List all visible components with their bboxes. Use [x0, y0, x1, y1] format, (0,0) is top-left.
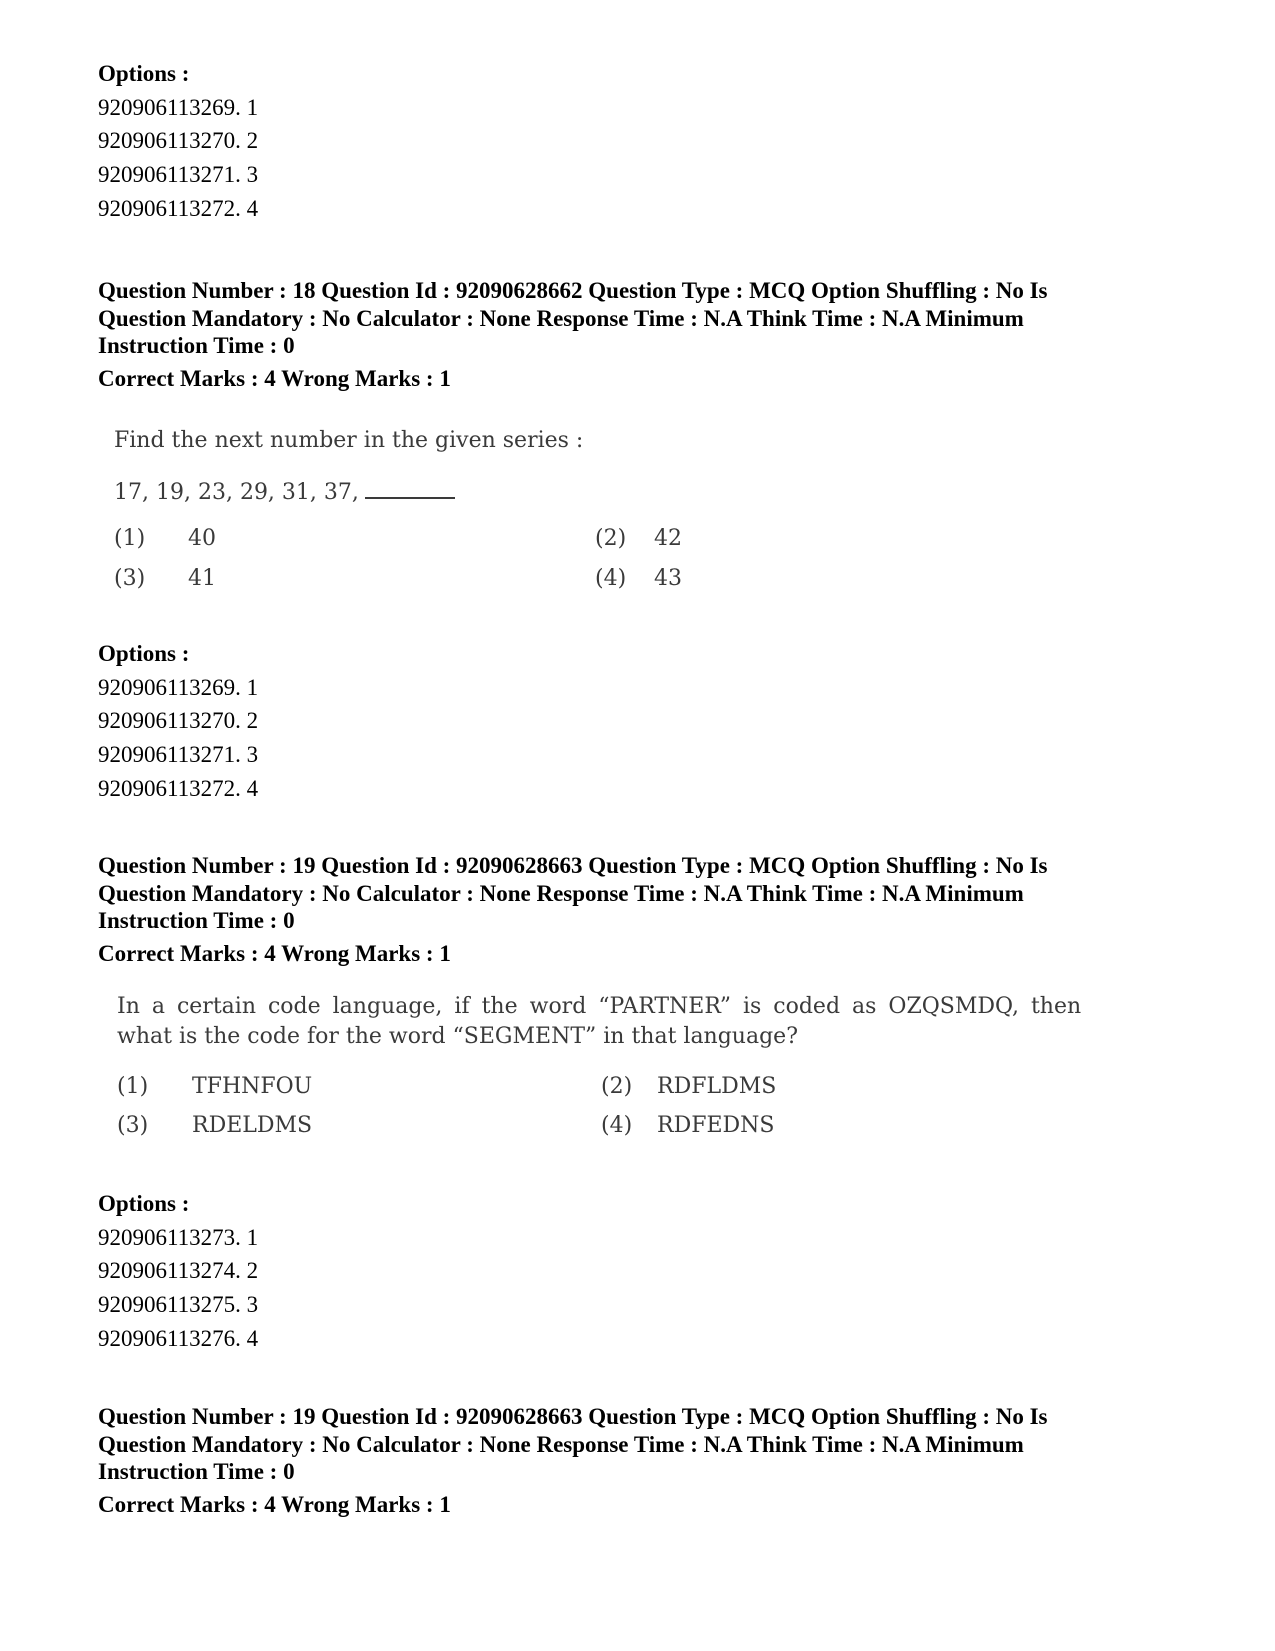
- question-body: [117, 994, 1097, 1144]
- option-line: 920906113272. 4: [98, 776, 259, 801]
- question-header-line: Instruction Time : 0: [98, 1459, 295, 1484]
- choice-value: 41: [188, 566, 216, 591]
- choice-value: RDFLDMS: [657, 1074, 777, 1099]
- option-line: 920906113269. 1: [98, 95, 259, 120]
- question-header-line: Question Mandatory : No Calculator : None Response Time : N.A Think Time : N.A Minimum: [98, 1431, 1024, 1457]
- question-prompt-line: what is the code for the word “SEGMENT” in that language?: [117, 1024, 798, 1049]
- question-prompt-line: In a certain code language, if the word “PARTNER” is coded as OZQSMDQ, then: [117, 994, 1082, 1019]
- option-line: 920906113271. 3: [98, 162, 259, 187]
- question-header: [98, 1403, 1188, 1486]
- question-header-line: Question Number : 19 Question Id : 92090628663 Question Type : MCQ Option Shuffling : No Is: [98, 1404, 1048, 1429]
- choice-value: RDFEDNS: [657, 1113, 775, 1138]
- option-line: 920906113269. 1: [98, 675, 259, 700]
- option-line: 920906113270. 2: [98, 708, 259, 733]
- options-title: Options :: [98, 1191, 190, 1216]
- option-line: 920906113276. 4: [98, 1326, 259, 1351]
- choice-number: (2): [601, 1074, 633, 1099]
- choice-number: (4): [601, 1113, 633, 1138]
- choice-value: 40: [188, 526, 216, 551]
- question-header: [98, 852, 1188, 935]
- choice-value: TFHNFOU: [192, 1074, 313, 1099]
- series-line: [114, 480, 455, 505]
- choice-number: (3): [114, 566, 146, 591]
- options-title: Options :: [98, 61, 190, 86]
- choice-value: RDELDMS: [192, 1113, 313, 1138]
- option-line: 920906113275. 3: [98, 1292, 259, 1317]
- question-header: [98, 277, 1188, 360]
- option-line: 920906113270. 2: [98, 128, 259, 153]
- choice-number: (2): [595, 526, 627, 551]
- question-header-line: Question Number : 18 Question Id : 92090628662 Question Type : MCQ Option Shuffling : No Is: [98, 278, 1048, 303]
- question-header-line: Question Mandatory : No Calculator : None Response Time : N.A Think Time : N.A Minimum: [98, 880, 1024, 906]
- option-line: 920906113274. 2: [98, 1258, 259, 1283]
- choice-number: (4): [595, 566, 627, 591]
- choice-value: 43: [654, 566, 682, 591]
- question-header-line: Instruction Time : 0: [98, 908, 295, 933]
- choice-number: (1): [117, 1074, 149, 1099]
- question-body: [114, 428, 814, 608]
- question-header-line: Instruction Time : 0: [98, 333, 295, 358]
- answer-blank: [365, 493, 455, 499]
- option-line: 920906113273. 1: [98, 1225, 259, 1250]
- choice-number: (3): [117, 1113, 149, 1138]
- choice-value: 42: [654, 526, 682, 551]
- marks-line: Correct Marks : 4 Wrong Marks : 1: [98, 366, 451, 391]
- question-prompt: Find the next number in the given series :: [114, 428, 584, 453]
- marks-line: Correct Marks : 4 Wrong Marks : 1: [98, 941, 451, 966]
- series-text: 17, 19, 23, 29, 31, 37,: [114, 480, 359, 505]
- option-line: 920906113271. 3: [98, 742, 259, 767]
- option-line: 920906113272. 4: [98, 196, 259, 221]
- question-header-line: Question Mandatory : No Calculator : None Response Time : N.A Think Time : N.A Minimum: [98, 305, 1024, 331]
- choice-number: (1): [114, 526, 146, 551]
- question-header-line: Question Number : 19 Question Id : 92090628663 Question Type : MCQ Option Shuffling : No Is: [98, 853, 1048, 878]
- options-title: Options :: [98, 641, 190, 666]
- marks-line: Correct Marks : 4 Wrong Marks : 1: [98, 1492, 451, 1517]
